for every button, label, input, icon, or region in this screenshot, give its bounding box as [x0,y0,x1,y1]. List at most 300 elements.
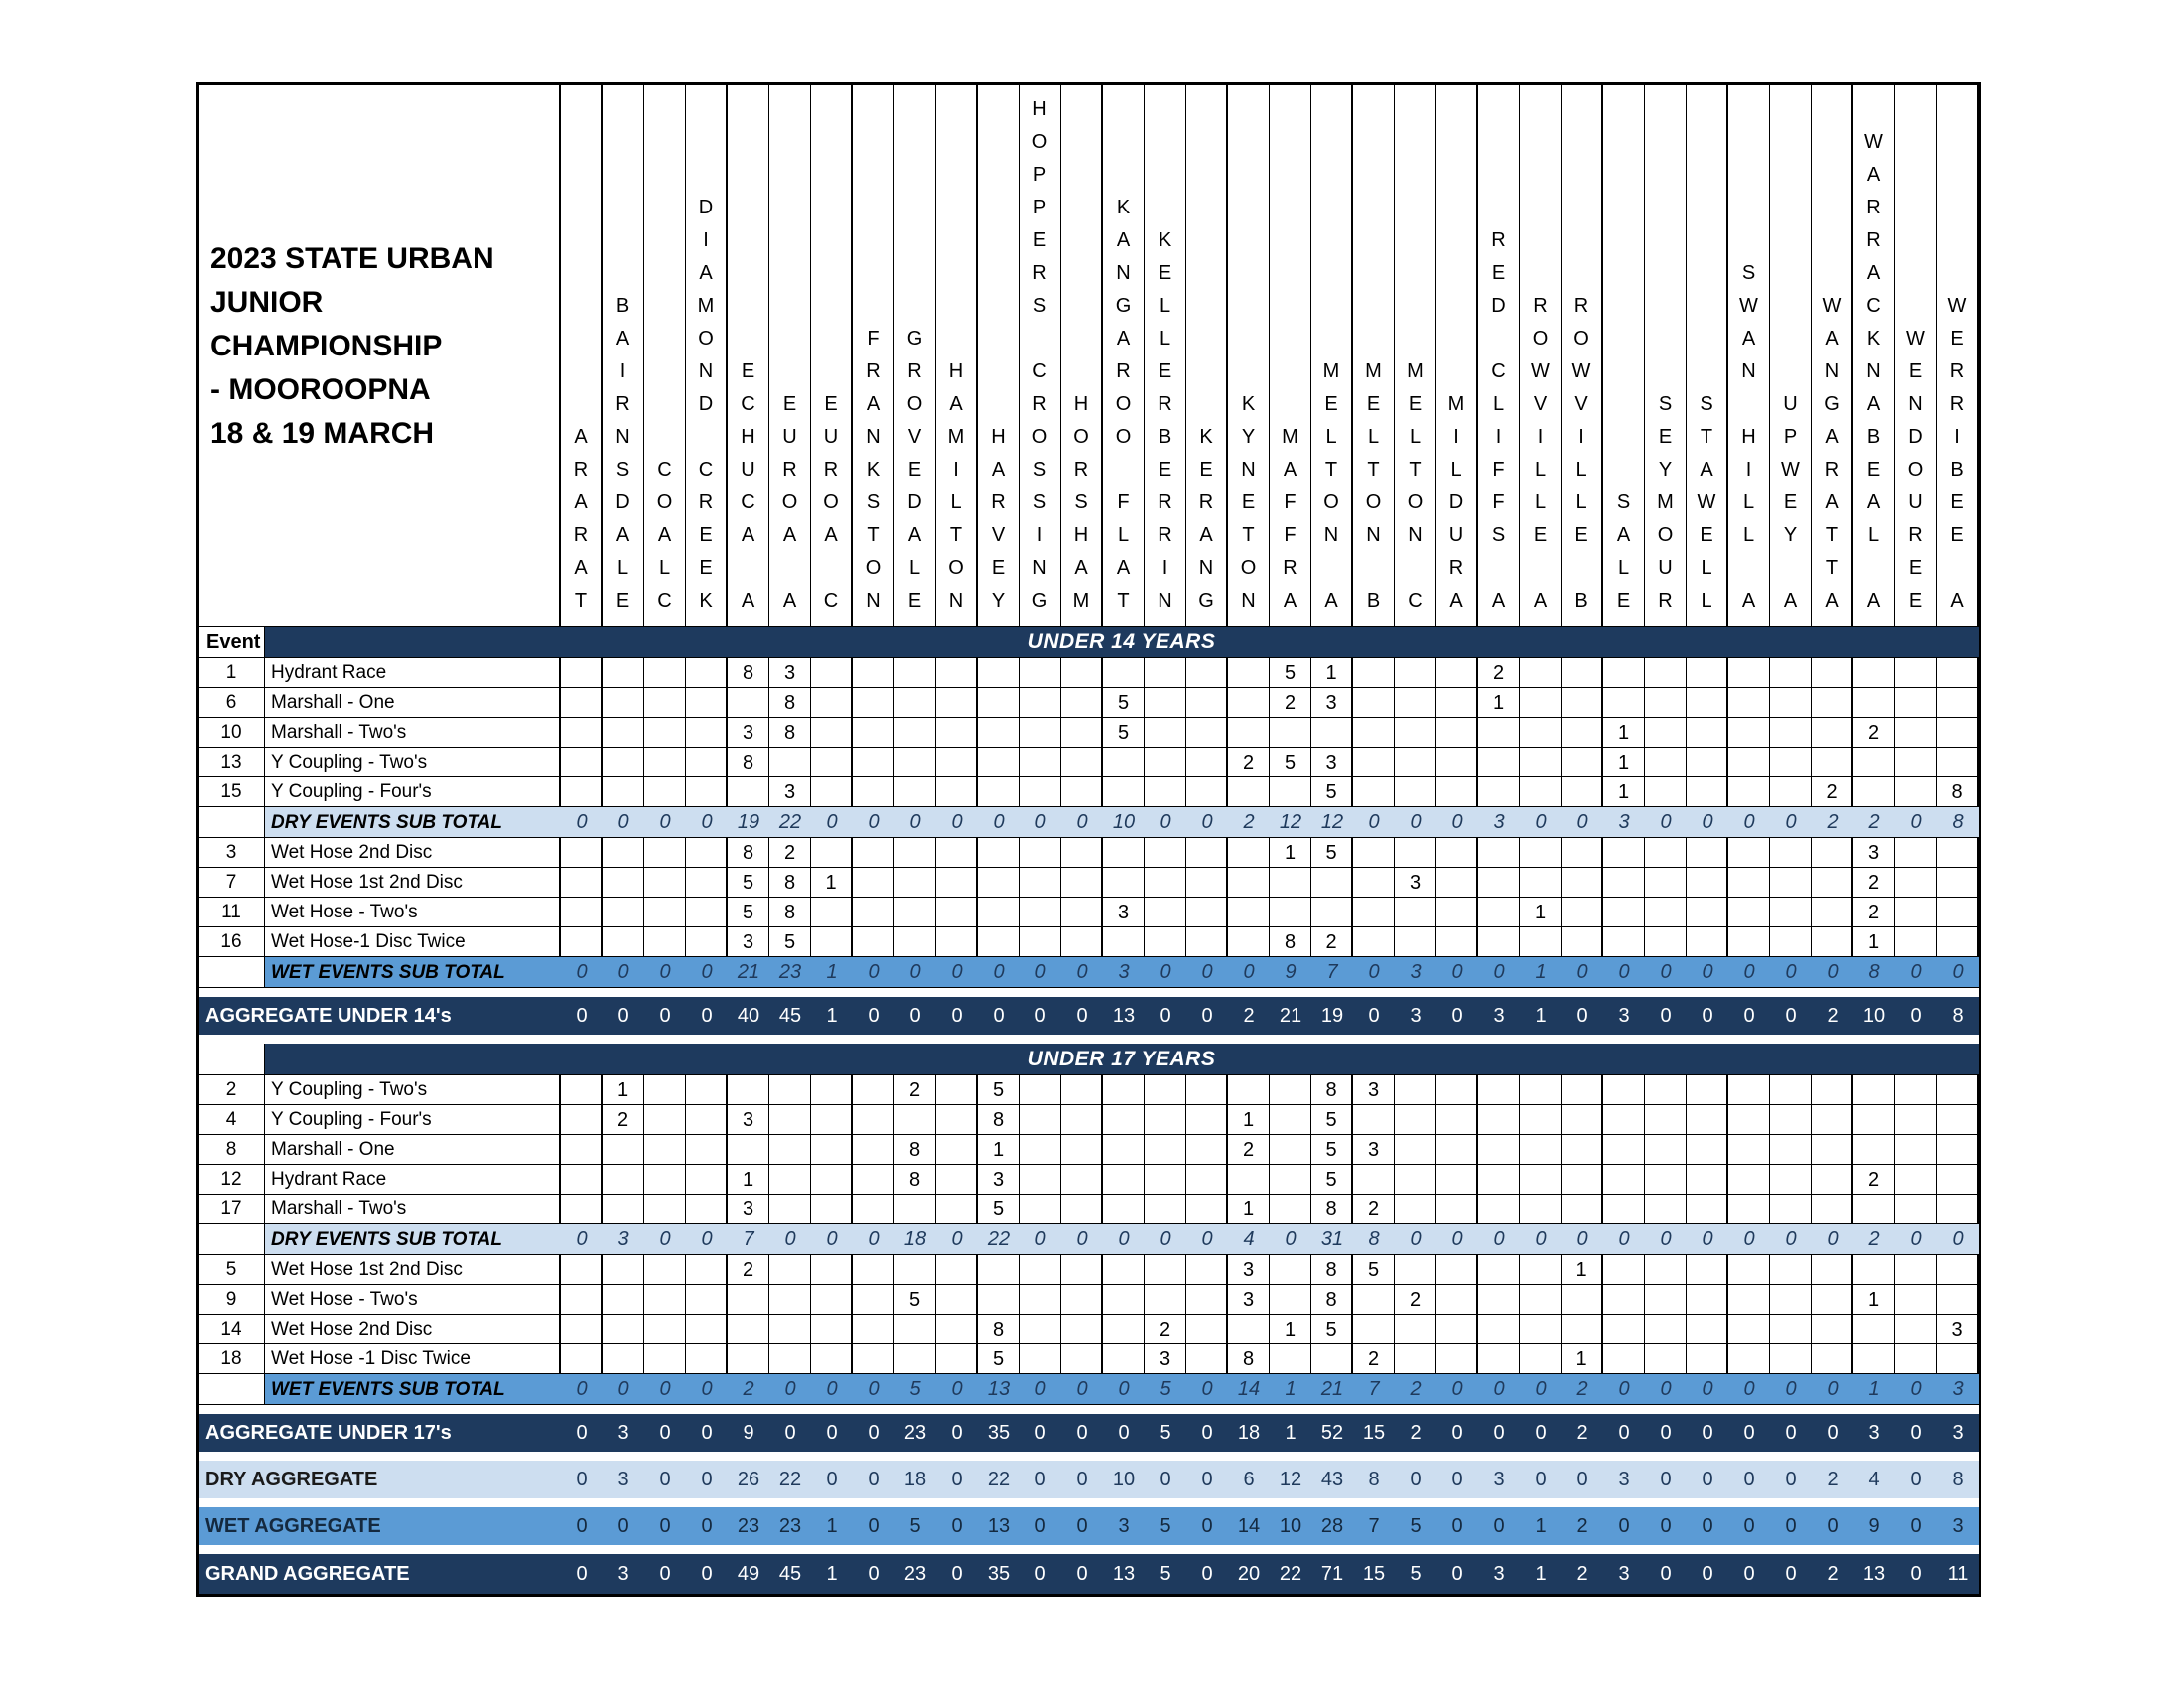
score-cell [1061,1195,1103,1223]
score-cell [1812,688,1853,717]
score-cell [1728,1105,1770,1134]
score-cell [811,1135,853,1164]
score-cell [1353,748,1395,776]
score-cell [1853,1195,1895,1223]
score-cell: 0 [1812,1374,1853,1404]
score-cell: 2 [1395,1374,1436,1404]
score-cell [1645,748,1687,776]
team-letter: U [782,426,797,448]
score-cell [811,1165,853,1194]
score-cell [1687,1075,1728,1104]
score-cell [1562,718,1603,747]
score-cell: 0 [1368,1005,1380,1027]
score-cell [1937,1105,1979,1134]
score-cell [1645,927,1687,956]
score-cell [936,777,978,806]
score-cell [936,1344,978,1373]
team-letter: A [1825,426,1839,448]
score-cell: 0 [1910,1005,1922,1027]
team-letter: I [1453,426,1459,448]
team-letter: N [866,426,881,448]
score-cell [1895,1165,1937,1194]
team-header [603,85,644,626]
score-cell: 0 [853,1374,894,1404]
team-letter: A [1866,393,1881,415]
score-cell: 0 [1034,1563,1046,1585]
score-cell [1478,838,1520,867]
score-cell: 5 [978,1195,1020,1223]
team-letter: I [1036,524,1043,546]
title-line: JUNIOR CHAMPIONSHIP [210,286,443,362]
team-letter: M [1072,590,1090,612]
score-cell: 19 [1320,1005,1344,1027]
score-cell [1478,1135,1520,1164]
score-cell: 0 [1478,1224,1520,1254]
score-cell [1395,1105,1436,1134]
score-cell: 4 [1228,1224,1270,1254]
team-letter: E [1241,492,1256,513]
score-cell [1645,838,1687,867]
team-letter: A [1866,492,1881,513]
team-letter: A [574,426,588,448]
score-cell: 0 [868,1469,880,1490]
score-cell [1812,1255,1853,1284]
score-cell: 2 [769,838,811,867]
score-cell [1770,898,1812,926]
score-cell [1562,898,1603,926]
score-cell [1853,777,1895,806]
team-letter: D [698,393,714,415]
score-cell [644,898,686,926]
score-cell [1853,748,1895,776]
score-cell: 0 [1118,1422,1130,1444]
team-letter: F [1492,492,1505,513]
score-cell [936,838,978,867]
team-letter: E [615,590,630,612]
score-cell: 0 [686,1374,728,1404]
team-letter: L [1325,426,1337,448]
team-letter: E [1700,524,1713,546]
team-letter: H [741,426,755,448]
score-cell [769,1135,811,1164]
score-cell [1812,1165,1853,1194]
team-letter: A [1866,590,1881,612]
team-letter: A [1116,557,1131,579]
team-letter: R [1824,459,1840,481]
team-letter: H [1073,524,1089,546]
score-cell [1937,838,1979,867]
score-cell [1228,718,1270,747]
team-header [769,85,811,626]
team-letter: C [1408,590,1423,612]
score-cell [853,927,894,956]
score-cell: 0 [603,957,644,987]
team-letter: O [1407,492,1424,513]
event-label: Marshall - Two's [265,718,561,747]
score-cell [1020,898,1061,926]
score-cell [1770,1075,1812,1104]
score-cell: 13 [978,1374,1020,1404]
team-letter: L [1701,590,1712,612]
score-cell: 1 [1270,1315,1311,1343]
team-letter: A [866,393,881,415]
score-cell [1395,1075,1436,1104]
score-cell [1645,658,1687,687]
team-letter: A [1866,164,1881,186]
score-cell [1812,927,1853,956]
title-line: 2023 STATE URBAN [210,242,494,275]
team-letter: R [698,492,714,513]
score-cell [1270,1285,1311,1314]
score-cell: 7 [728,1224,769,1254]
team-letter: W [1947,295,1967,317]
score-cell: 0 [1728,1374,1770,1404]
score-cell [1436,1135,1478,1164]
score-cell: 8 [1952,1469,1964,1490]
score-cell [603,838,644,867]
score-cell [1186,1135,1228,1164]
score-cell: 0 [826,1469,838,1490]
score-cell [1520,658,1562,687]
score-cell [853,1105,894,1134]
score-cell [1103,838,1145,867]
score-cell [811,898,853,926]
team-letter: T [574,590,588,612]
team-header [644,85,686,626]
score-cell [1478,1285,1520,1314]
event-number [199,1374,265,1404]
team-letter: A [1825,590,1839,612]
score-cell [1186,1105,1228,1134]
score-cell: 0 [1186,1224,1228,1254]
score-cell [853,688,894,717]
score-cell [1228,688,1270,717]
score-cell [1895,1105,1937,1134]
score-cell: 0 [1785,1469,1797,1490]
row-gap [199,1035,1979,1044]
score-cell: 0 [1562,957,1603,987]
score-cell [811,1105,853,1134]
event-label: Marshall - One [265,1135,561,1164]
score-cell: 0 [811,1374,853,1404]
score-cell [894,838,936,867]
score-cell: 1 [1478,688,1520,717]
team-letter: E [1324,393,1338,415]
team-letter: W [1822,295,1842,317]
score-cell [1395,838,1436,867]
score-cell [1061,898,1103,926]
score-cell: 0 [1520,1224,1562,1254]
score-cell: 2 [1853,718,1895,747]
team-letter: R [573,459,589,481]
team-letter: O [1115,426,1132,448]
team-letter: S [1032,492,1047,513]
team-letter: E [1950,524,1964,546]
score-cell: 1 [1520,898,1562,926]
score-cell: 0 [561,1224,603,1254]
score-cell: 0 [1436,1374,1478,1404]
score-cell [769,1315,811,1343]
score-cell [1395,1344,1436,1373]
score-cell [1770,1135,1812,1164]
score-cell [894,1315,936,1343]
team-letter: R [615,393,630,415]
score-cell [1728,1344,1770,1373]
score-cell: 8 [1311,1285,1353,1314]
score-cell: 0 [1353,957,1395,987]
team-letter: Y [991,590,1006,612]
team-letter: E [1908,590,1923,612]
score-cell [1228,898,1270,926]
event-row [199,1075,1979,1105]
team-letter: T [1825,524,1839,546]
score-cell [1186,688,1228,717]
score-cell: 0 [561,957,603,987]
score-cell [1145,718,1186,747]
score-cell [936,1195,978,1223]
score-cell: 5 [728,898,769,926]
score-cell [894,898,936,926]
team-letter: A [741,524,755,546]
score-cell [686,777,728,806]
team-letter: W [1739,295,1758,317]
score-cell [1645,1315,1687,1343]
row-gap [199,988,1979,997]
score-cell [1270,777,1311,806]
score-cell [1103,748,1145,776]
score-cell: 5 [1353,1255,1395,1284]
team-header [1520,85,1562,626]
team-letter: M [1282,426,1298,448]
score-cell [686,1135,728,1164]
team-header [1061,85,1103,626]
team-letter: S [1658,393,1673,415]
score-cell: 0 [1770,957,1812,987]
score-cell: 0 [1562,1224,1603,1254]
score-cell [728,1285,769,1314]
score-cell [1645,1135,1687,1164]
score-cell [644,1315,686,1343]
score-cell [1687,658,1728,687]
score-cell: 49 [737,1563,760,1585]
score-cell: 2 [1228,1135,1270,1164]
team-letter: A [1116,229,1131,251]
team-letter: K [1116,197,1131,218]
team-letter: N [1408,524,1423,546]
score-cell: 0 [1743,1422,1755,1444]
score-cell [1103,658,1145,687]
team-letter: M [1365,360,1382,382]
score-cell [1145,868,1186,897]
score-cell: 8 [1368,1469,1380,1490]
score-cell: 0 [1785,1515,1797,1537]
score-cell [1353,868,1395,897]
score-cell: 8 [1353,1224,1395,1254]
score-cell: 0 [1145,1224,1186,1254]
score-cell: 0 [1493,1422,1505,1444]
score-cell [1895,688,1937,717]
score-cell: 1 [1853,927,1895,956]
team-letter: R [573,524,589,546]
score-cell: 8 [894,1135,936,1164]
score-cell [644,1075,686,1104]
score-cell: 0 [644,1374,686,1404]
score-cell [1311,868,1353,897]
score-cell [811,838,853,867]
score-cell [1812,1315,1853,1343]
score-cell [1145,1255,1186,1284]
score-cell [769,1195,811,1223]
score-cell: 22 [987,1469,1011,1490]
score-cell [603,1195,644,1223]
score-cell [561,1075,603,1104]
team-letter: O [1240,557,1257,579]
score-cell [1812,898,1853,926]
score-cell: 0 [868,1005,880,1027]
score-cell: 3 [603,1224,644,1254]
score-cell [936,927,978,956]
event-row [199,1255,1979,1285]
event-number: 18 [199,1344,265,1373]
score-cell: 0 [1895,1374,1937,1404]
score-cell: 10 [1112,1469,1136,1490]
team-letter: D [698,197,714,218]
event-row [199,1165,1979,1195]
team-letter: R [1491,229,1506,251]
score-cell [1270,1195,1311,1223]
score-cell: 1 [1520,957,1562,987]
score-cell: 40 [737,1005,760,1027]
team-letter: B [1866,426,1881,448]
score-cell [1145,688,1186,717]
team-letter: T [1367,459,1380,481]
score-cell [1770,688,1812,717]
score-cell: 8 [1311,1255,1353,1284]
team-header [561,85,603,626]
score-cell: 1 [1562,1255,1603,1284]
score-cell [1895,868,1937,897]
team-letter: U [1908,492,1923,513]
score-cell [1520,1315,1562,1343]
score-cell [686,658,728,687]
team-letter: A [615,524,630,546]
event-label: Wet Hose - Two's [265,1285,561,1314]
score-cell [1728,927,1770,956]
score-cell: 0 [1576,1005,1588,1027]
score-cell: 15 [1362,1563,1386,1585]
score-cell: 0 [686,807,728,837]
score-cell [1353,1105,1395,1134]
score-cell [1562,838,1603,867]
team-letter: E [1616,590,1631,612]
score-cell: 2 [1576,1515,1588,1537]
team-letter: H [1073,393,1089,415]
score-cell: 0 [936,1374,978,1404]
team-header [1728,85,1770,626]
team-letter: F [1117,492,1130,513]
score-cell: 43 [1320,1469,1344,1490]
score-cell [644,1165,686,1194]
score-cell: 3 [769,658,811,687]
team-letter: W [1531,360,1550,382]
score-cell: 0 [1451,1422,1463,1444]
score-cell: 0 [951,1515,963,1537]
score-cell [1812,748,1853,776]
score-cell: 0 [1076,1515,1088,1537]
score-cell [853,1315,894,1343]
score-cell [769,1105,811,1134]
score-cell: 1 [826,1515,838,1537]
score-cell [1436,1165,1478,1194]
score-cell: 8 [1311,1075,1353,1104]
score-cell: 35 [987,1563,1011,1585]
score-cell: 0 [617,1515,629,1537]
score-cell [1645,1285,1687,1314]
score-cell [811,718,853,747]
score-cell: 8 [769,688,811,717]
score-cell [1603,1165,1645,1194]
score-cell: 0 [936,957,978,987]
event-number: 4 [199,1105,265,1134]
team-letter: A [782,590,797,612]
team-letter: R [1198,492,1214,513]
team-letter: B [615,295,630,317]
score-cell [769,1075,811,1104]
score-cell: 0 [1895,1224,1937,1254]
score-cell [1186,1195,1228,1223]
score-cell: 5 [1145,1374,1186,1404]
score-cell [1645,1344,1687,1373]
score-cell [811,688,853,717]
score-cell: 0 [853,1224,894,1254]
score-cell [1020,1344,1061,1373]
team-letter: V [991,524,1006,546]
score-cell [1520,1344,1562,1373]
score-cell [811,927,853,956]
score-cell [1520,1165,1562,1194]
score-cell [1186,1285,1228,1314]
score-cell: 22 [1279,1563,1302,1585]
score-cell: 0 [1160,1005,1171,1027]
score-cell: 3 [1952,1515,1964,1537]
score-cell [1103,1315,1145,1343]
score-cell: 0 [1061,1224,1103,1254]
score-cell [936,868,978,897]
score-cell [1353,1165,1395,1194]
score-cell: 1 [1603,777,1645,806]
score-cell: 0 [1186,957,1228,987]
team-letter: A [1283,590,1297,612]
team-header [1103,85,1145,626]
team-letter: A [1741,590,1756,612]
score-cell [1395,1255,1436,1284]
team-header [1770,85,1812,626]
team-letter: O [656,492,673,513]
score-cell: 2 [1853,868,1895,897]
score-cell [853,777,894,806]
team-letter: C [741,492,755,513]
score-cell [1687,1344,1728,1373]
score-cell: 23 [769,957,811,987]
team-letter: O [1657,524,1674,546]
score-cell: 0 [1228,957,1270,987]
score-cell: 0 [1895,957,1937,987]
team-letter: D [1491,295,1506,317]
score-cell: 0 [951,1563,963,1585]
score-cell [644,777,686,806]
score-cell [561,1135,603,1164]
score-cell [1103,1165,1145,1194]
